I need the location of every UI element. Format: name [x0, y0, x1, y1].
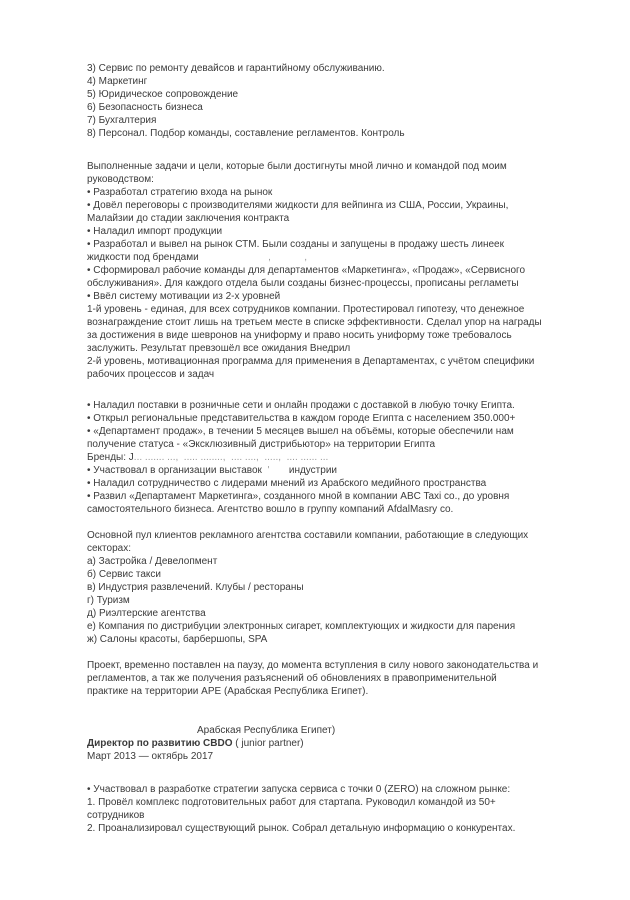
doc-line [87, 88, 562, 101]
doc-line [87, 127, 562, 140]
text-segment: ( junior partner) [232, 738, 304, 749]
text-segment: самостоятельного бизнеса. Агентство вошло в группу компаний AfdalMasry co. [87, 504, 454, 515]
text-segment: Бренды: J [87, 452, 134, 463]
paragraph-gap [87, 698, 562, 724]
text-segment: 5) Юридическое сопровождение [87, 89, 239, 100]
text-segment: • Ввёл систему мотивации из 2-х уровней [87, 291, 281, 302]
doc-line [87, 568, 562, 581]
doc-line [87, 101, 562, 114]
text-segment: 7) Бухгалтерия [87, 115, 157, 126]
doc-line [87, 238, 562, 251]
doc-line [87, 555, 562, 568]
doc-line [87, 368, 562, 381]
doc-line [87, 225, 562, 238]
text-segment: Малайзии до стадии заключения контракта [87, 213, 290, 224]
doc-line [87, 633, 562, 646]
doc-line [87, 796, 562, 809]
doc-line [87, 251, 562, 264]
text-segment: 2. Проанализировал существующий рынок. Собрал детальную информацию о конкурентах. [87, 823, 516, 834]
text-segment: рабочих процессов и задач [87, 369, 215, 380]
text-segment: • Разработал стратегию входа на рынок [87, 187, 273, 198]
doc-line [87, 114, 562, 127]
doc-line [87, 399, 562, 412]
document-text-block [87, 62, 562, 835]
text-segment: получение статуса - «Эксклюзивный дистрибьютор» на территории Египта [87, 439, 436, 450]
doc-line [87, 809, 562, 822]
redacted-text: ... ....... ..., ..... ........, .... ...., ....., .... ...... ... [133, 452, 329, 463]
doc-line [87, 737, 562, 750]
text-segment: • Наладил поставки в розничные сети и онлайн продажи с доставкой в любую точку Египта. [87, 400, 515, 411]
doc-line [87, 355, 562, 368]
doc-line [87, 607, 562, 620]
text-segment: за достижения в виде шевронов на униформу и право носить униформу тоже требовалось [87, 330, 512, 341]
doc-line [87, 316, 562, 329]
text-segment: Основной пул клиентов рекламного агентства составили компании, работающие в следующих [87, 530, 529, 541]
doc-line [87, 425, 562, 438]
text-segment: Выполненные задачи и цели, которые были достигнуты мной лично и командой под моим [87, 161, 507, 172]
text-segment: • Участвовал в организации выставок [87, 465, 268, 476]
text-segment: Проект, временно поставлен на паузу, до момента вступления в силу нового законодательства и [87, 660, 539, 671]
doc-line [87, 581, 562, 594]
text-segment: а) Застройка / Девелопмент [87, 556, 218, 567]
text-segment: 1. Провёл комплекс подготовительных работ для стартапа. Руководил командой из 50+ [87, 797, 496, 808]
text-segment: практике на территории АРЕ (Арабская Республика Египет). [87, 686, 369, 697]
doc-line [87, 62, 562, 75]
text-segment: е) Компания по дистрибуции электронных сигарет, комплектующих и жидкости для парения [87, 621, 516, 632]
text-segment: индустрии [269, 465, 337, 476]
redacted-text: , , [198, 252, 308, 263]
doc-line [87, 160, 562, 173]
text-segment: • Участвовал в разработке стратегии запуска сервиса с точки 0 (ZERO) на сложном рынке: [87, 784, 511, 795]
text-segment: руководством: [87, 174, 154, 185]
doc-line [87, 212, 562, 225]
text-segment: заслужить. Результат превзошёл все ожидания Внедрил [87, 343, 351, 354]
doc-line [87, 672, 562, 685]
text-segment: 3) Сервис по ремонту девайсов и гарантийному обслуживанию. [87, 63, 385, 74]
doc-line [87, 685, 562, 698]
doc-line [87, 438, 562, 451]
doc-line [87, 783, 562, 796]
paragraph-gap [87, 140, 562, 160]
doc-line [87, 290, 562, 303]
text-segment: обслуживания». Для каждого отдела были созданы бизнес-процессы, прописаны регламеты [87, 278, 519, 289]
bold-text-segment: Директор по развитию CBDO [87, 738, 233, 749]
paragraph-gap [87, 516, 562, 529]
text-segment: секторах: [87, 543, 131, 554]
doc-line [87, 186, 562, 199]
doc-line [87, 529, 562, 542]
paragraph-gap [87, 381, 562, 399]
text-segment: Арабская Республика Египет) [197, 725, 336, 736]
doc-line [87, 750, 562, 763]
doc-line [87, 303, 562, 316]
text-segment: • «Департамент продаж», в течении 5 месяцев вышел на объёмы, которые обеспечили нам [87, 426, 514, 437]
doc-line [87, 724, 562, 737]
text-segment: б) Сервис такси [87, 569, 161, 580]
text-segment: • Открыл региональные представительства в каждом городе Египта с населением 350.000+ [87, 413, 516, 424]
text-segment: сотрудников [87, 810, 145, 821]
text-segment: г) Туризм [87, 595, 130, 606]
text-segment: в) Индустрия развлечений. Клубы / рестораны [87, 582, 304, 593]
doc-line [87, 199, 562, 212]
doc-line [87, 75, 562, 88]
doc-line [87, 822, 562, 835]
doc-line [87, 659, 562, 672]
text-segment: 6) Безопасность бизнеса [87, 102, 203, 113]
text-segment: 2-й уровень, мотивационная программа для применения в Департаментах, с учётом специфики [87, 356, 535, 367]
text-segment: • Довёл переговоры с производителями жидкости для вейпинга из США, России, Украины, [87, 200, 509, 211]
doc-line [87, 490, 562, 503]
text-segment: • Наладил импорт продукции [87, 226, 223, 237]
doc-line [87, 594, 562, 607]
text-segment: ж) Салоны красоты, барбершопы, SPA [87, 634, 268, 645]
paragraph-gap [87, 646, 562, 659]
doc-line [87, 620, 562, 633]
doc-line [87, 477, 562, 490]
doc-line [87, 503, 562, 516]
text-segment: • Разработал и вывел на рынок СТМ. Были созданы и запущены в продажу шесть линеек [87, 239, 504, 250]
text-segment: 4) Маркетинг [87, 76, 148, 87]
doc-line [87, 264, 562, 277]
text-segment: • Наладил сотрудничество с лидерами мнений из Арабского медийного пространства [87, 478, 487, 489]
paragraph-gap [87, 763, 562, 783]
doc-line [87, 277, 562, 290]
text-segment: 1-й уровень - единая, для всех сотрудников компании. Протестировал гипотезу, что денежное [87, 304, 525, 315]
doc-line [87, 542, 562, 555]
text-segment: д) Риэлтерские агентства [87, 608, 206, 619]
text-segment: • Сформировал рабочие команды для департаментов «Маркетинга», «Продаж», «Сервисного [87, 265, 526, 276]
doc-line [87, 173, 562, 186]
doc-line [87, 342, 562, 355]
doc-line [87, 451, 562, 464]
redacted-text: ' [267, 465, 270, 476]
text-segment: вознаграждение стоит лишь на третьем месте в списке эффективности. Сделал упор на награды [87, 317, 542, 328]
text-segment: • Развил «Департамент Маркетинга», созданного мной в компании ABC Taxi co., до уровня [87, 491, 510, 502]
text-segment: жидкости под брендами [87, 252, 199, 263]
text-segment: Март 2013 — октябрь 2017 [87, 751, 214, 762]
doc-line [87, 464, 562, 477]
text-segment: регламентов, а так же получения разъяснений об обновлениях в правоприменительной [87, 673, 497, 684]
doc-line [87, 329, 562, 342]
text-segment: 8) Персонал. Подбор команды, составление регламентов. Контроль [87, 128, 405, 139]
doc-line [87, 412, 562, 425]
